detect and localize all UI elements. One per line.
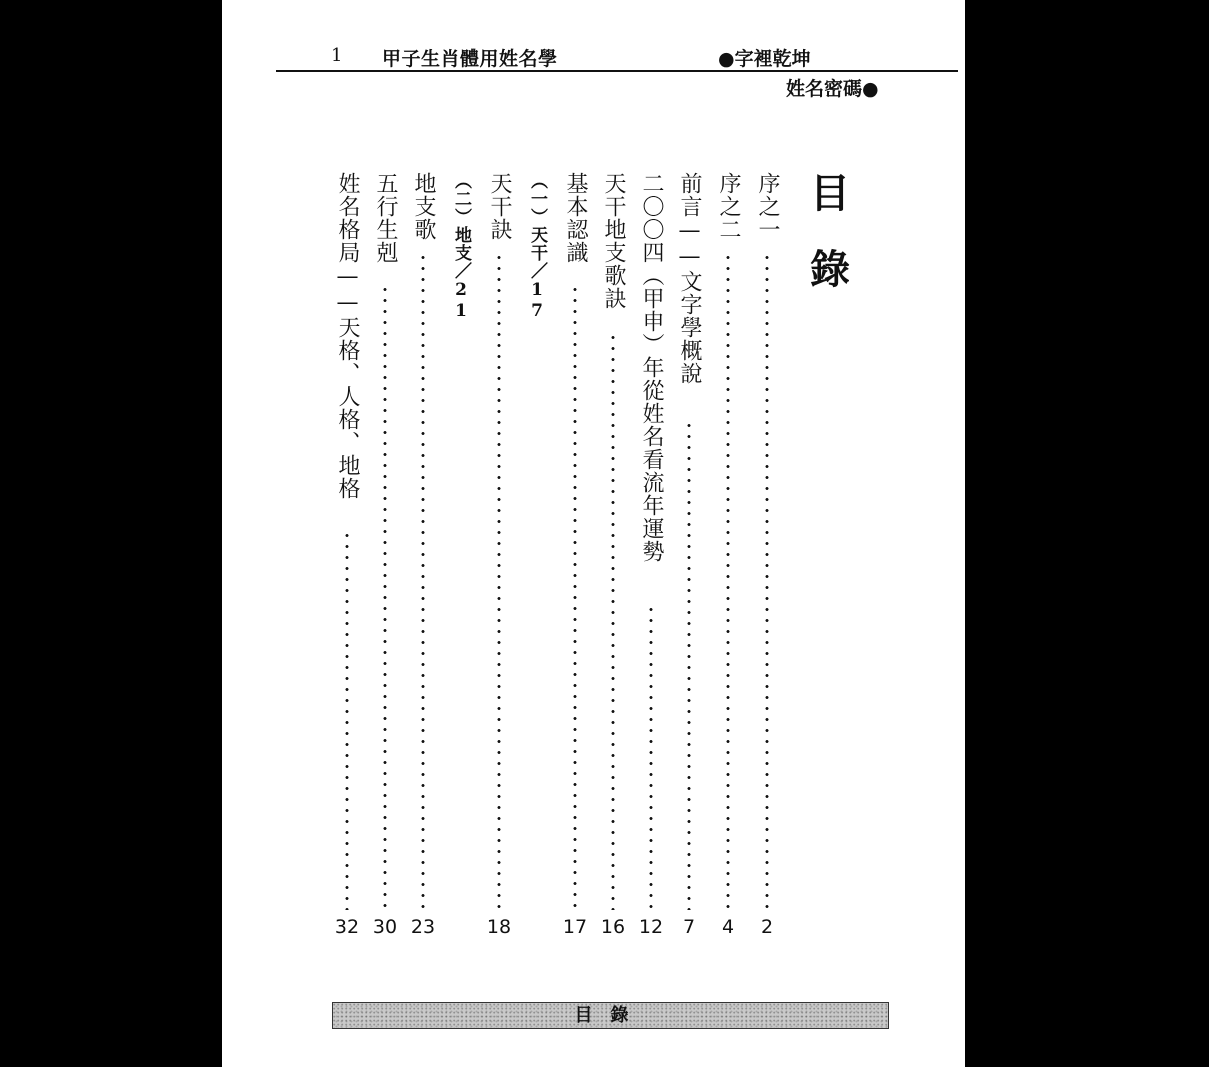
header-rule <box>276 70 958 72</box>
toc-leader-dots <box>344 530 350 910</box>
toc-entry-label: 地支歌 <box>411 172 436 241</box>
toc-entry[interactable] <box>752 172 782 952</box>
toc-leader-dots <box>382 284 388 910</box>
toc-entry[interactable] <box>674 172 704 952</box>
toc-entry-label: 序之一 <box>755 172 780 241</box>
toc-entry-label: 序之二 <box>716 172 741 241</box>
toc-entry[interactable] <box>370 172 400 952</box>
toc-title-char-1: 目 <box>810 170 850 217</box>
toc-entry-page: 4 <box>721 916 735 938</box>
toc-leader-dots <box>648 604 654 910</box>
toc-entry[interactable] <box>332 172 362 952</box>
toc-entry-page: 23 <box>410 916 436 938</box>
toc-entry-label: 二〇〇四（甲申）年從姓名看流年運勢 <box>639 172 664 563</box>
toc-entry-label: 姓名格局——天格、人格、地格 <box>335 172 360 500</box>
header-book-title: 甲子生肖體用姓名學 <box>382 48 558 70</box>
toc-entry[interactable] <box>636 172 666 952</box>
toc-leader-dots <box>420 252 426 910</box>
toc-leader-dots <box>610 332 616 910</box>
toc-entry-label: 天干訣 <box>487 172 512 241</box>
header-series-title: ●字裡乾坤 <box>718 48 811 70</box>
toc-entry[interactable] <box>446 172 476 952</box>
toc-leader-dots <box>764 252 770 910</box>
toc-title-char-2: 錄 <box>810 246 850 293</box>
toc-entry-label: （二）地支／21 <box>451 172 471 322</box>
toc-entry[interactable] <box>408 172 438 952</box>
toc-leader-dots <box>686 420 692 910</box>
toc-entry[interactable] <box>560 172 590 952</box>
toc-leader-dots <box>496 252 502 910</box>
footer-section-bar: 目錄 <box>332 1002 889 1029</box>
toc-entry-page: 7 <box>682 916 696 938</box>
toc-entry-page: 30 <box>372 916 398 938</box>
toc-entry[interactable] <box>484 172 514 952</box>
header-subtitle: 姓名密碼● <box>786 78 879 100</box>
toc-entry-page: 2 <box>760 916 774 938</box>
toc-entry[interactable] <box>598 172 628 952</box>
toc-entry-label: 前言——文字學概說 <box>677 172 702 385</box>
toc-entry-label: 基本認識 <box>563 172 588 264</box>
header-page-number: 1 <box>331 45 343 66</box>
toc-title <box>808 172 852 292</box>
toc-entry[interactable] <box>522 172 552 952</box>
toc-entry-label: （一）天干／17 <box>527 172 547 322</box>
toc-entry-page: 32 <box>334 916 360 938</box>
toc-entry-page: 18 <box>486 916 512 938</box>
toc-leader-dots <box>725 252 731 910</box>
toc-entry[interactable] <box>713 172 743 952</box>
book-page <box>222 0 965 1067</box>
toc-entry-page: 12 <box>638 916 664 938</box>
toc-entry-page: 16 <box>600 916 626 938</box>
toc-entry-label: 天干地支歌訣 <box>601 172 626 310</box>
toc-entry-label: 五行生剋 <box>373 172 398 264</box>
toc-leader-dots <box>572 284 578 910</box>
toc-entry-page: 17 <box>562 916 588 938</box>
